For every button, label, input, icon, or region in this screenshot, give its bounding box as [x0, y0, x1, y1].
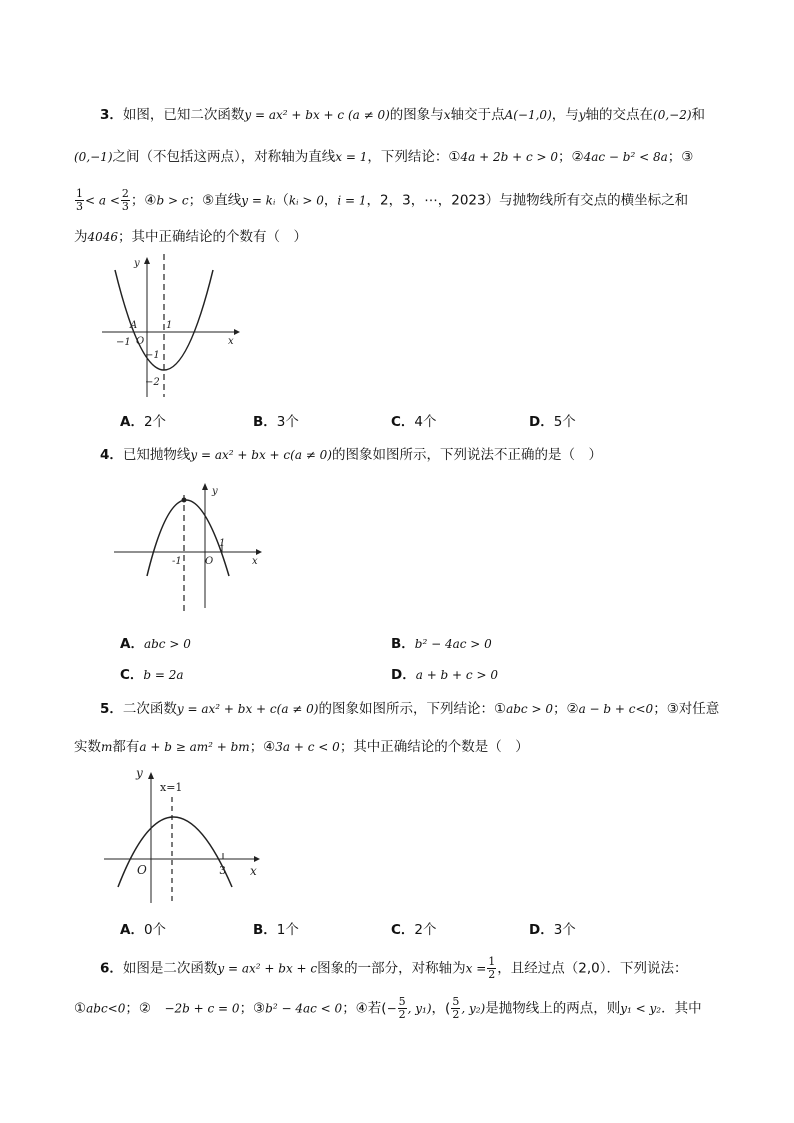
q5-option-b[interactable]: B．1个: [253, 922, 299, 938]
x-axis-arrow: [254, 856, 260, 862]
tick-neg1-x: −1: [116, 337, 131, 348]
q5-figure: [102, 765, 267, 905]
fraction-five-halves-neg: $\frac{5}{2}$: [398, 995, 406, 1021]
parabola-curve: [118, 817, 232, 887]
q6-number: 6．: [100, 960, 123, 977]
vertex-point: [182, 498, 187, 503]
x-axis-label: x: [252, 556, 258, 567]
fraction-one-half: $\frac{1}{2}$: [488, 955, 496, 981]
y-axis-label: y: [134, 258, 140, 269]
q3-line-2: (0,−1)之间（不包括这两点），对称轴为直线x = 1，下列结论：①4a + 2b + c > 0；②4ac − b² < 8a；③: [74, 149, 694, 165]
fraction-five-halves: $\frac{5}{2}$: [452, 995, 460, 1021]
q4-option-c[interactable]: C．b = 2a: [120, 667, 184, 683]
y-axis-label: y: [136, 766, 143, 780]
tick-neg1-y: −1: [145, 350, 160, 361]
q4-option-b[interactable]: B．b² − 4ac > 0: [391, 636, 492, 652]
q4-figure: [112, 480, 262, 615]
x-axis-label: x: [228, 336, 234, 347]
q3-figure: [100, 252, 250, 402]
q4-number: 4．: [100, 447, 123, 463]
x-axis-label: x: [250, 864, 257, 878]
tick-3-x: 3: [219, 864, 226, 877]
q5-option-d[interactable]: D．3个: [529, 922, 576, 938]
y-axis-arrow: [202, 483, 208, 490]
point-a-label: A: [130, 320, 138, 331]
q6-line-2: ①abc<0；② −2b + c = 0；③b² − 4ac < 0；④若(− $\frac{5}{2}$ , y₁)，( $\frac{5}{2}$ , y₂)是抛物线上的两点，则y₁ < y₂．其中: [74, 995, 702, 1021]
q3-number: 3．: [100, 107, 123, 123]
y-axis-arrow: [148, 772, 154, 779]
tick-1-x: 1: [219, 538, 226, 549]
symmetry-axis-label: x=1: [160, 781, 183, 794]
q4-option-d[interactable]: D．a + b + c > 0: [391, 667, 498, 683]
q5-option-a[interactable]: A．0个: [120, 922, 167, 938]
x-axis-arrow: [256, 549, 262, 555]
fraction-two-thirds: $\frac{2}{3}$: [121, 187, 129, 213]
q5-line-2: 实数m都有a + b ≥ am² + bm；④3a + c < 0；其中正确结论的个数是（ ）: [74, 739, 529, 755]
q3-option-a[interactable]: A．2个: [120, 414, 167, 430]
y-axis-label: y: [212, 486, 218, 497]
fraction-one-third: $\frac{1}{3}$: [76, 187, 83, 213]
origin-label: O: [205, 556, 214, 567]
q5-line-1: 5．二次函数y = ax² + bx + c(a ≠ 0)的图象如图所示，下列结论：①abc > 0；②a − b + c<0；③对任意: [100, 701, 720, 717]
x-axis-arrow: [234, 329, 240, 335]
origin-label: O: [137, 863, 147, 877]
q3-line-3: $\frac{1}{3}$ < a < $\frac{2}{3}$ ；④b > c；⑤直线y = kᵢ（kᵢ > 0，i = 1，2，3，⋯，2023）与抛物线所有交点的横坐标之和: [76, 187, 689, 213]
parabola-curve: [147, 500, 229, 576]
q3-line-4: 为4046；其中正确结论的个数有（ ）: [74, 229, 308, 245]
origin-label: O: [136, 336, 145, 347]
q4-option-a[interactable]: A．abc > 0: [120, 636, 191, 652]
y-axis-arrow: [144, 257, 150, 264]
q5-number: 5．: [100, 701, 123, 717]
q4-line-1: 4．已知抛物线y = ax² + bx + c(a ≠ 0)的图象如图所示，下列说法不正确的是（ ）: [100, 447, 602, 463]
tick-1-x: 1: [166, 320, 173, 331]
q3-option-c[interactable]: C．4个: [391, 414, 437, 430]
q3-option-b[interactable]: B．3个: [253, 414, 299, 430]
tick-neg1-x: -1: [172, 556, 182, 567]
q3-option-d[interactable]: D．5个: [529, 414, 576, 430]
q3-line-1: 3．如图，已知二次函数y = ax² + bx + c (a ≠ 0)的图象与x轴交于点A(−1,0)，与y轴的交点在(0,−2)和: [100, 107, 706, 123]
q6-line-1: 6．如图是二次函数y = ax² + bx + c图象的一部分，对称轴为x = $\frac{1}{2}$ ，且经过点（2,0）．下列说法：: [100, 955, 688, 981]
tick-neg2-y: −2: [145, 377, 160, 388]
q5-option-c[interactable]: C．2个: [391, 922, 437, 938]
